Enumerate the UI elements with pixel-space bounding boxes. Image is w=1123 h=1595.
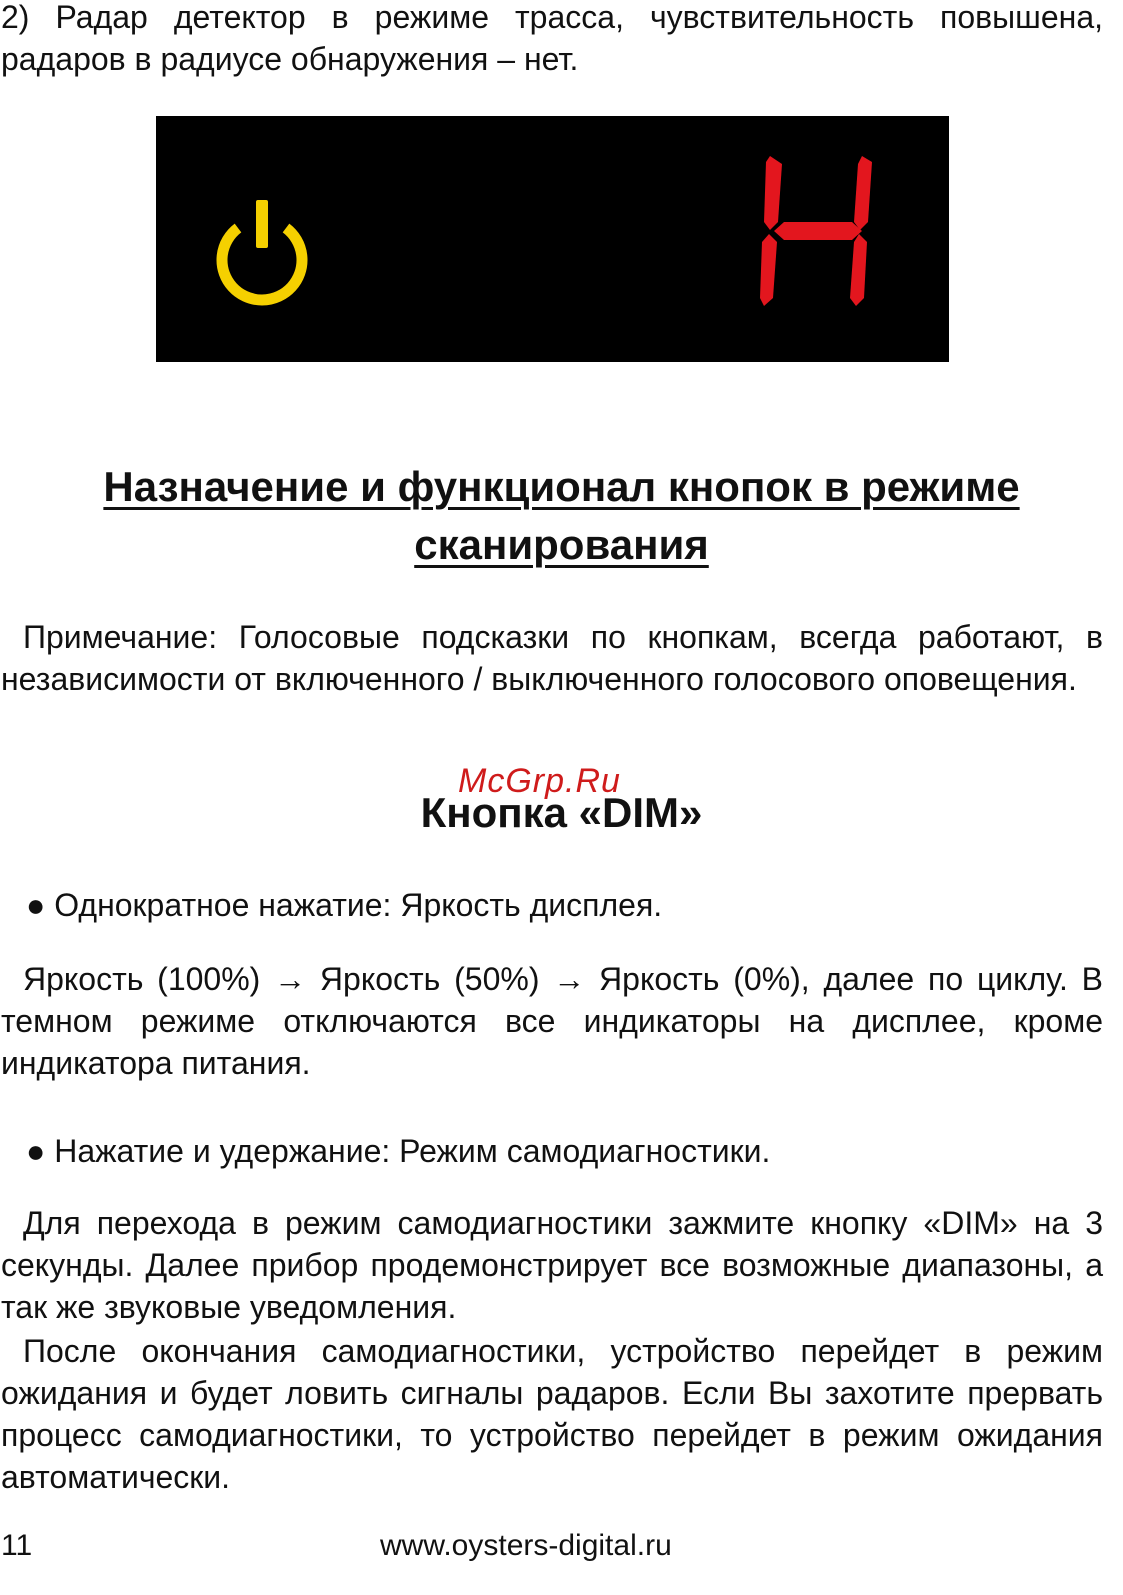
after-diagnostic-paragraph: После окончания самодиагностики, устройство перейдет в режим ожидания и будет ловить сигналы радаров. Если Вы захотите прервать процесс самодиагностики, то устройство перейдет в режим ожидания автоматически. [1,1333,1103,1495]
bullet-press-and-hold: ● Нажатие и удержание: Режим самодиагностики. [26,1133,771,1169]
page-number: 11 [1,1529,33,1562]
intro-paragraph: 2) Радар детектор в режиме трасса, чувствительность повышена, радаров в радиусе обнаружения – нет. [1,0,1103,77]
dim-button-heading: Кнопка «DIM» [420,789,703,836]
section-title [0,458,1123,574]
bullet-single-press: ● Однократное нажатие: Яркость дисплея. [26,887,663,923]
brightness-cycle-paragraph: Яркость (100%) → Яркость (50%) → Яркость (0%), далее по циклу. В темном режиме отключаются все индикаторы на дисплее, кроме индикатора питания. [1,961,1103,1081]
section-title-line-2: сканирования [414,521,709,568]
watermark-logo: McGrp.Ru [458,762,621,800]
power-icon [212,198,312,308]
self-diagnostic-paragraph: Для перехода в режим самодиагностики зажмите кнопку «DIM» на 3 секунды. Далее прибор продемонстрирует все возможные диапазоны, а так же звуковые уведомления. [1,1205,1103,1325]
section-title-line-1: Назначение и функционал кнопок в режиме [103,463,1020,510]
footer-url: www.oysters-digital.ru [380,1529,672,1562]
note-paragraph: Примечание: Голосовые подсказки по кнопкам, всегда работают, в независимости от включенного / выключенного голосового оповещения. [1,619,1103,697]
seven-segment-digit-icon [760,152,876,310]
radar-display-illustration [156,116,949,362]
